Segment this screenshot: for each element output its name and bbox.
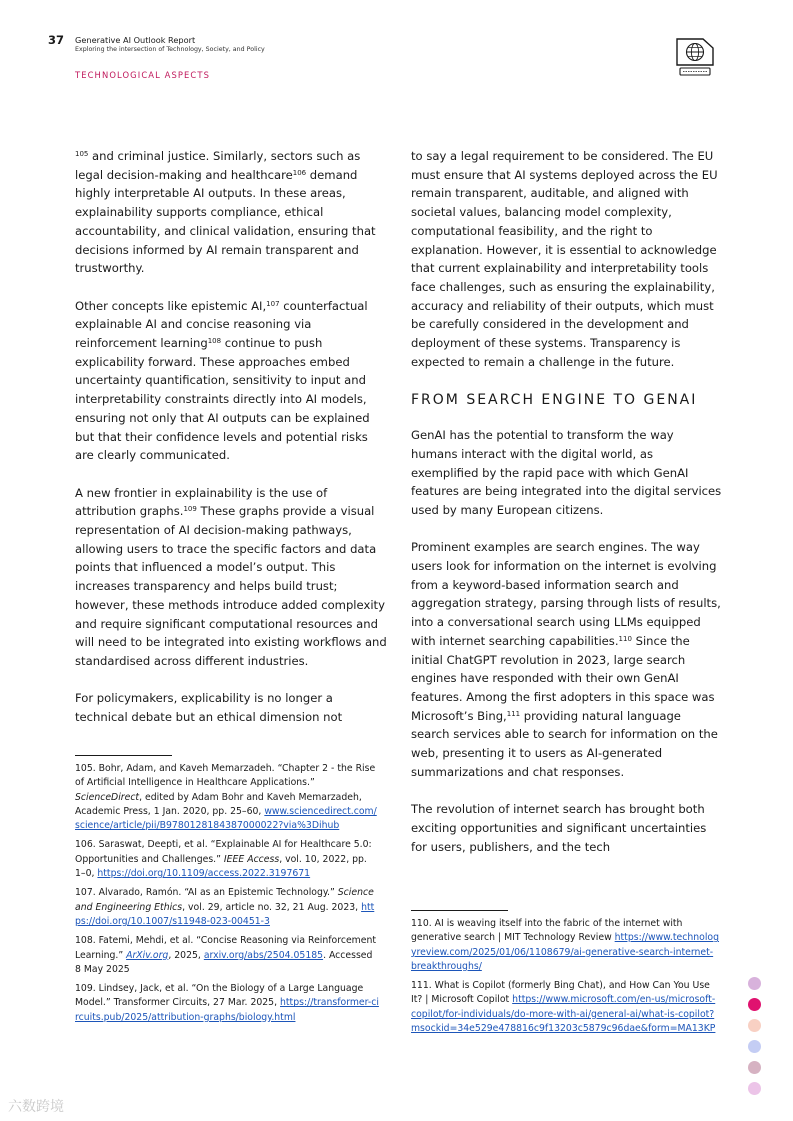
paragraph: For policymakers, explicability is no longer a technical debate but an ethical dimension not [75,691,343,725]
page-number: 37 [48,33,65,47]
paragraph: $^{105}$ and criminal justice. Similarly, sectors such as legal decision-making and healthcare$^{106}$ demand highly interpretable AI outputs. In these areas, explainability supports compliance, ethical accountability, and clinical validation, ensuring that decisions informed by AI remain transparent and trustworthy. [75,149,376,276]
decorative-dot [748,977,761,990]
decorative-dot [748,1019,761,1032]
paragraph: The revolution of internet search has brought both exciting opportunities and significant uncertainties for users, publishers, and the tech [411,802,707,854]
footnote-divider [75,755,172,756]
footnote-106: 106. Saraswat, Deepti, et al. “Explainable AI for Healthcare 5.0: Opportunities and Challenges.” IEEE Access, vol. 10, 2022, pp. 1–0, https://doi.org/10.1109/access.2022.3197671 [75,839,372,880]
paragraph: Prominent examples are search engines. The way users look for information on the internet is evolving from a keyword-based information search and aggregation strategy, parsing through lists of results, into a conversational search using LLMs equipped with internet searching capabilities.$^{110}$ Since the initial ChatGPT revolution in 2023, large search engines have responded with their own GenAI features. Among the first adopters in this space was Microsoft’s Bing,$^{111}$ providing natural language search services able to search for information on the web, presenting it to users as AI-generated summarizations and chat responses. [411,540,721,779]
footnote-111: 111. What is Copilot (formerly Bing Chat), and How Can You Use It? | Microsoft Copilot https://www.microsoft.com/en-us/microsoft-copilot/for-individuals/do-more-with-ai/general-ai/what-is-copilot?msockid=34e529e478816c9f13203c5879c96dae&form=MA13KP [411,980,716,1035]
section-heading: FROM SEARCH ENGINE TO GENAI [411,392,698,409]
footnote-link[interactable]: https://doi.org/10.1109/access.2022.3197671 [97,868,311,880]
report-subtitle: Exploring the intersection of Technology, Society, and Policy [75,46,265,53]
footnote-link[interactable]: ArXiv.org [126,949,169,961]
paragraph: A new frontier in explainability is the use of attribution graphs.$^{109}$ These graphs provide a visual representation of AI decision-making pathways, allowing users to trace the specific factors and data points that influenced a model’s output. This increases transparency and helps build trust; however, these methods introduce added complexity and require significant computational resources and will need to be integrated into existing workflows and standardised across different industries. [75,485,387,668]
footnote-ref[interactable]: 110 [618,634,632,643]
footnote-ref[interactable]: 108 [207,337,222,346]
section-label: TECHNOLOGICAL ASPECTS [75,70,211,80]
footnote-ref[interactable]: 109 [183,505,197,514]
footnote-link[interactable]: arxiv.org/abs/2504.05185 [203,949,324,961]
footnote-109: 109. Lindsey, Jack, et al. “On the Biology of a Large Language Model.” Transformer Circuits, 27 Mar. 2025, https://transformer-circuits.pub/2025/attribution-graphs/biology.html [75,983,379,1023]
footnote-link[interactable]: https://www.technologyreview.com/2025/01/06/1108679/ai-generative-search-internet-breakthroughs/ [411,932,719,972]
decorative-dot [748,1061,761,1074]
decorative-dot [748,1082,761,1095]
report-logo-icon [674,34,716,80]
footnotes-left [75,762,380,1030]
report-title: Generative AI Outlook Report [75,35,196,45]
decorative-dots [748,977,761,1103]
footnote-ref[interactable]: 107 [266,299,280,308]
footnote-110: 110. AI is weaving itself into the fabric of the internet with generative search | MIT Technology Review https://www.technologyreview.com/2025/01/06/1108679/ai-generative-search-internet-breakthroughs/ [411,918,719,972]
footnote-link[interactable]: https://doi.org/10.1007/s11948-023-00451-3 [75,901,375,927]
footnote-link[interactable]: https://transformer-circuits.pub/2025/attribution-graphs/biology.html [75,997,379,1023]
watermark: 六数跨境 [8,1099,64,1115]
footnote-107: 107. Alvarado, Ramón. “AI as an Epistemic Technology.” Science and Engineering Ethics, vol. 29, article no. 32, 21 Aug. 2023, https://doi.org/10.1007/s11948-023-00451-3 [75,887,375,927]
paragraph: Other concepts like epistemic AI,$^{107}$ counterfactual explainable AI and concise reasoning via reinforcement learning$^{108}$ continue to push explicability forward. These approaches embed uncertainty quantification, sensitivity to input and interpretability constraints directly into AI models, ensuring not only that AI outputs can be explained but that their confidence levels and potential risks are clearly communicated. [75,298,370,463]
right-column [411,147,723,875]
footnote-divider [411,910,508,911]
footnote-ref[interactable]: 111 [506,709,521,718]
decorative-dot [748,998,761,1011]
footnotes-right [411,917,719,1041]
decorative-dot [748,1040,761,1053]
paragraph: GenAI has the potential to transform the way humans interact with the digital world, as exemplified by the rapid pace with which GenAI features are being integrated into the digital services used by many European citizens. [411,428,722,517]
footnote-105: 105. Bohr, Adam, and Kaveh Memarzadeh. “Chapter 2 - the Rise of Artificial Intelligence in Healthcare Applications.” ScienceDirect, edited by Adam Bohr and Kaveh Memarzadeh, Academic Press, 1 Jan. 2020, pp. 25–60, www.sciencedirect.com/science/article/pii/B9780128184387000022?via%3Dihub [75,763,377,832]
footnote-link[interactable]: www.sciencedirect.com/science/article/pii/B9780128184387000022?via%3Dihub [75,805,377,832]
footnote-ref[interactable]: 106 [292,168,307,177]
footnote-ref[interactable]: 105 [75,150,89,158]
paragraph: to say a legal requirement to be considered. The EU must ensure that AI systems deployed across the EU remain transparent, auditable, and aligned with societal values, balancing model complexity, computational feasibility, and the right to explanation. However, it is essential to acknowledge that current explainability and interpretability tools face challenges, such as ensuring the explainability, accuracy and reliability of their outputs, which must be carefully considered in the development and deployment of these systems. Transparency is expected to remain a challenge in the future. [411,149,718,369]
footnote-108: 108. Fatemi, Mehdi, et al. “Concise Reasoning via Reinforcement Learning.” ArXiv.org, 2025, arxiv.org/abs/2504.05185. Accessed 8 May 2025 [75,935,376,975]
left-column [75,147,387,745]
footnote-link[interactable]: https://www.microsoft.com/en-us/microsoft-copilot/for-individuals/do-more-with-ai/general-ai/what-is-copilot?msockid=34e529e478816c9f13203c5879c96dae&form=MA13KP [411,994,716,1035]
